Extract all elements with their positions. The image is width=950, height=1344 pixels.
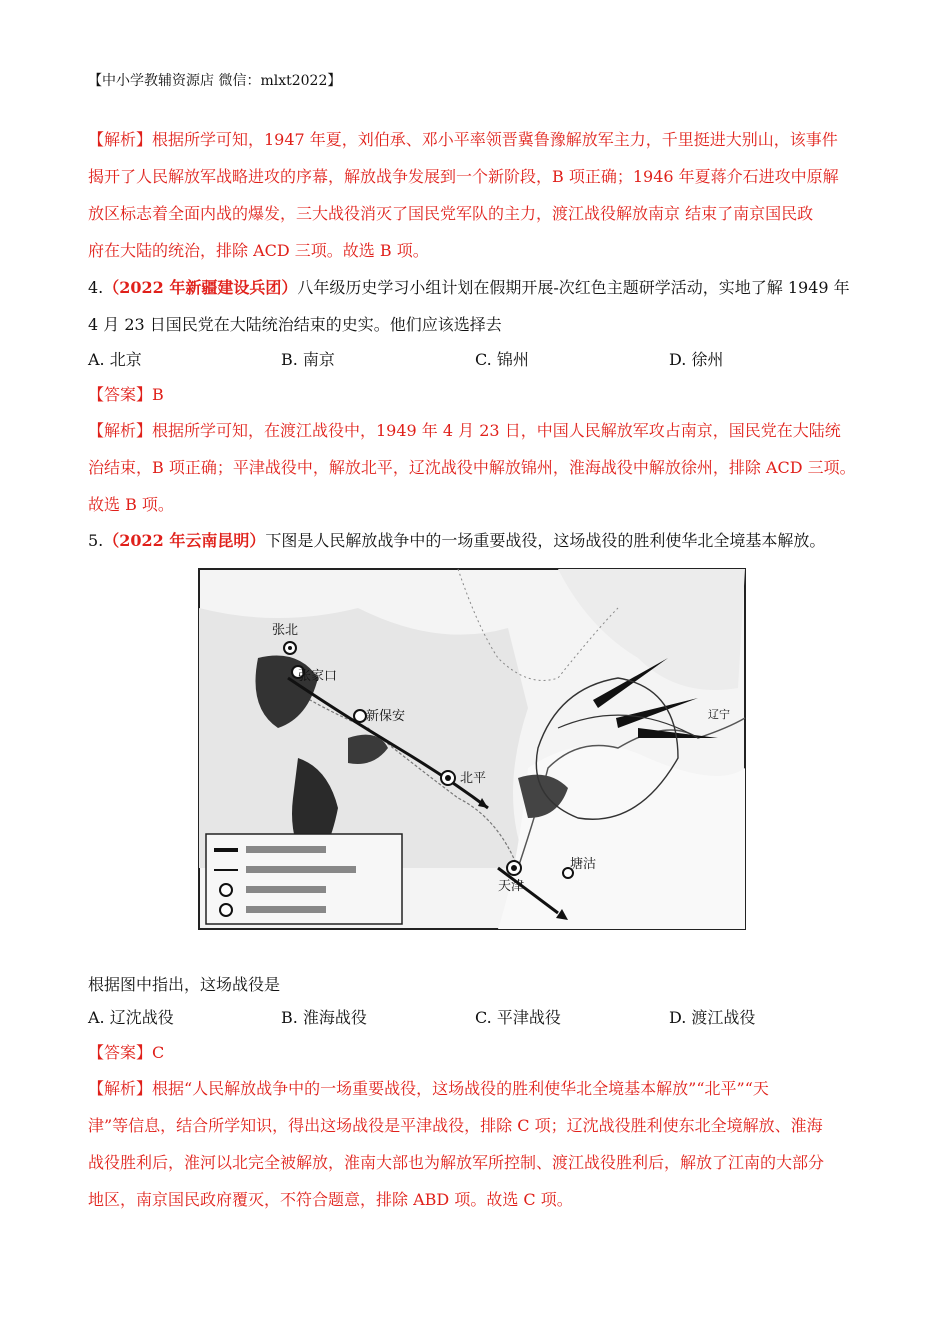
map-label-xinbaoan: 新保安 [366, 708, 406, 723]
q4-stem-line-2: 4 月 23 日国民党在大陆统治结束的史实。他们应该选择去 [88, 315, 502, 334]
q5-option-d: D. 渡江战役 [669, 1008, 756, 1027]
q5-stem: 下图是人民解放战争中的一场重要战役，这场战役的胜利使华北全境基本解放。 [265, 531, 826, 550]
map-label-liaoning: 辽宁 [708, 709, 730, 721]
q5-source: （2022 年云南昆明） [103, 531, 266, 550]
q4-answer: 【答案】B [88, 385, 164, 404]
q3-analysis-line-2: 揭开了人民解放军战略进攻的序幕，解放战争发展到一个新阶段，B 项正确；1946 年夏蒋介石进攻中原解 [88, 167, 839, 186]
q5-option-a: A. 辽沈战役 [88, 1008, 174, 1027]
map-label-beiping: 北平 [460, 770, 487, 785]
q3-analysis-line-3: 放区标志着全面内战的爆发，三大战役消灭了国民党军队的主力，渡江战役解放南京 结束了南京国民政 [88, 204, 814, 223]
q4-option-a: A. 北京 [88, 350, 142, 369]
q4-number: 4. [88, 278, 104, 297]
q4-source: （2022 年新疆建设兵团） [103, 278, 298, 297]
map-label-tianjin: 天津 [498, 878, 525, 893]
q5-stem-line [88, 528, 825, 551]
q4-option-d: D. 徐州 [669, 350, 724, 369]
pingjin-campaign-map [198, 568, 746, 930]
q5-analysis-line-3: 战役胜利后，淮河以北完全被解放，淮南大部也为解放军所控制、渡江战役胜利后，解放了江南的大部分 [88, 1153, 825, 1172]
map-label-tanggu: 塘沽 [570, 856, 597, 871]
q5-option-b: B. 淮海战役 [281, 1008, 367, 1027]
q5-analysis-line-2: 津”等信息，结合所学知识，得出这场战役是平津战役，排除 C 项；辽沈战役胜利使东北全境解放、淮海 [88, 1116, 823, 1135]
q5-number: 5. [88, 531, 104, 550]
q3-analysis-line-1: 【解析】根据所学可知，1947 年夏，刘伯承、邓小平率领晋冀鲁豫解放军主力，千里挺进大别山，该事件 [88, 130, 838, 149]
q5-prompt: 根据图中指出，这场战役是 [88, 975, 281, 994]
q3-analysis-line-4: 府在大陆的统治，排除 ACD 三项。故选 B 项。 [88, 241, 429, 260]
q5-option-c: C. 平津战役 [475, 1008, 561, 1027]
map-label-zhangbei: 张北 [272, 622, 299, 637]
q4-option-b: B. 南京 [281, 350, 335, 369]
map-label-zhangjiakou: 张家口 [298, 668, 338, 683]
q4-analysis-line-3: 故选 B 项。 [88, 495, 174, 514]
page-header: 【中小学教辅资源店 微信：mlxt2022】 [88, 73, 342, 89]
q4-stem: 八年级历史学习小组计划在假期开展-次红色主题研学活动，实地了解 1949 年 [297, 278, 850, 297]
q5-analysis-line-1: 【解析】根据“人民解放战争中的一场重要战役，这场战役的胜利使华北全境基本解放”“北平”“天 [88, 1079, 769, 1098]
q5-answer: 【答案】C [88, 1043, 165, 1062]
map-legend [206, 834, 402, 924]
q4-option-c: C. 锦州 [475, 350, 529, 369]
q4-analysis-line-1: 【解析】根据所学可知，在渡江战役中，1949 年 4 月 23 日，中国人民解放军攻占南京，国民党在大陆统 [88, 421, 841, 440]
q5-analysis-line-4: 地区，南京国民政府覆灭，不符合题意，排除 ABD 项。故选 C 项。 [88, 1190, 573, 1209]
q4-analysis-line-2: 治结束，B 项正确；平津战役中，解放北平，辽沈战役中解放锦州，淮海战役中解放徐州，排除 ACD 三项。 [88, 458, 856, 477]
q4-stem-line-1 [88, 275, 850, 298]
